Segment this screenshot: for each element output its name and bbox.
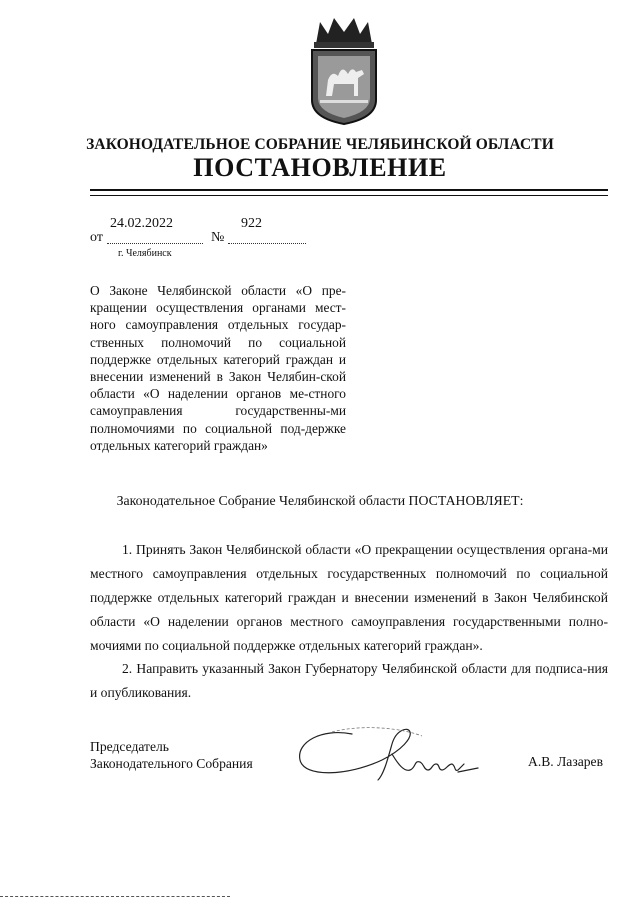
date-underline <box>107 243 203 244</box>
signatory-role-line-1: Председатель <box>90 739 169 754</box>
signatory-name: А.В. Лазарев <box>528 754 603 769</box>
document-date: 24.02.2022 <box>110 216 173 231</box>
handwritten-signature-icon <box>292 724 492 786</box>
signatory-role <box>90 738 253 772</box>
document-subject: О Законе Челябинской области «О пре-кращении осуществления органами мест-ного самоуправления отдельных государ-ственных полномочий по социальной поддержке отдельных категорий граждан и внесении изменений в Закон Челябин-ской области «О наделении органов ме-стного самоуправления государственны-ми полномочиями по социальной под-держке отдельных категорий граждан» <box>90 283 346 453</box>
resolution-paragraph-1: 1. Принять Закон Челябинской области «О прекращении осуществления органа-ми местного самоуправления отдельных государственных полномочий по социальной поддержке отдельных категорий граждан и внесении изменений в Закон Челябинской области «О наделении органов местного самоуправления государственными полно-мочиями по социальной поддержке отдельных категорий граждан». <box>90 542 608 653</box>
footer-dashed-line <box>0 896 230 897</box>
document-city: г. Челябинск <box>118 248 172 259</box>
preamble: Законодательное Собрание Челябинской области ПОСТАНОВЛЯЕТ: <box>116 493 524 508</box>
document-number: 922 <box>241 216 262 231</box>
date-prefix: от <box>90 230 103 245</box>
header-rule-thin <box>90 195 608 196</box>
organization-name: ЗАКОНОДАТЕЛЬНОЕ СОБРАНИЕ ЧЕЛЯБИНСКОЙ ОБЛАСТИ <box>86 136 554 153</box>
header-rule-thick <box>90 189 608 191</box>
resolution-paragraph-2: 2. Направить указанный Закон Губернатору Челябинской области для подписа-ния и опубликования. <box>90 661 608 700</box>
number-sign: № <box>211 230 225 245</box>
signatory-role-line-2: Законодательного Собрания <box>90 756 253 771</box>
document-type-title: ПОСТАНОВЛЕНИЕ <box>193 153 447 182</box>
coat-of-arms-icon <box>298 14 390 126</box>
number-underline <box>228 243 306 244</box>
